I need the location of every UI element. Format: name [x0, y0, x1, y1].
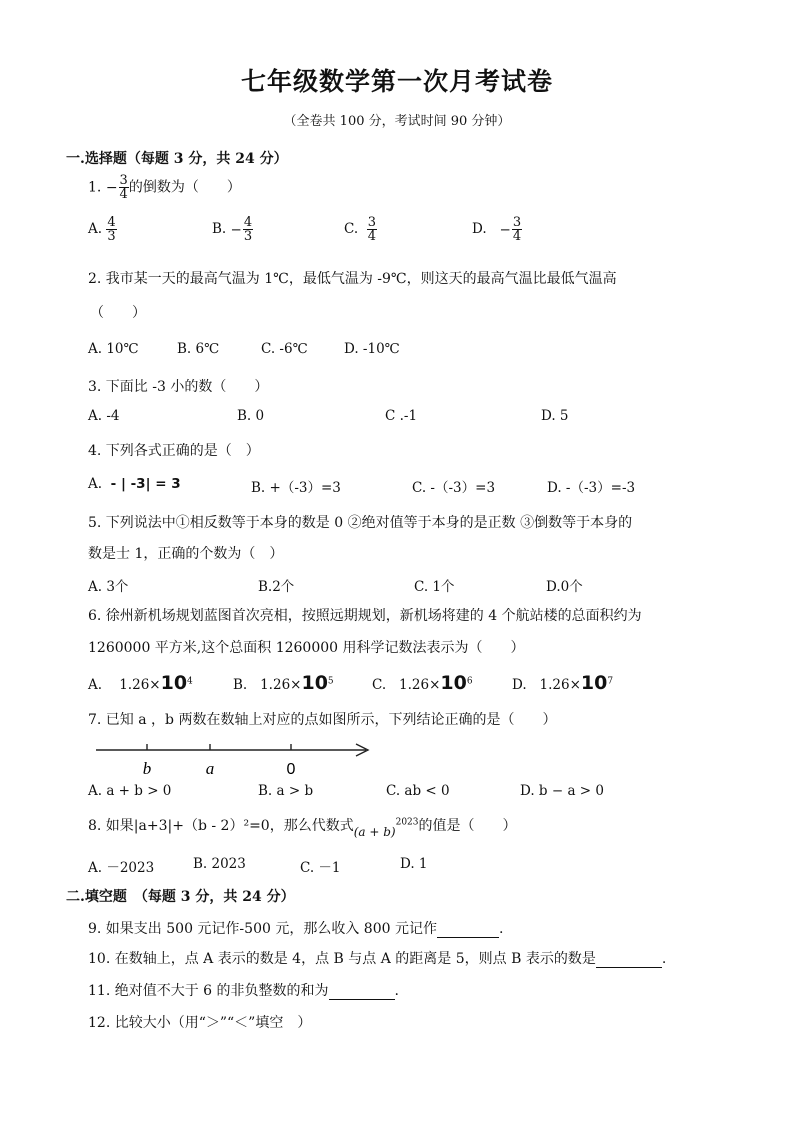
numerator: 3 — [367, 215, 377, 230]
question-text: 的倒数为（ ） — [128, 179, 241, 196]
power-base: 10 — [580, 672, 608, 694]
option-a — [88, 672, 193, 694]
algebraic-expression: (a + b) — [353, 825, 396, 839]
fraction — [119, 174, 129, 201]
coefficient: 1.26× — [399, 677, 441, 693]
question-3: 3. 下面比 -3 小的数（ ） — [88, 379, 269, 395]
option-label: C. — [344, 221, 359, 237]
question-text: 9. 如果支出 500 元记作-500 元，那么收入 800 元记作 — [88, 921, 437, 937]
question-text: 8. 如果|a+3|+（b - 2）²=0，那么代数式 — [88, 818, 354, 834]
option-c: C .-1 — [385, 408, 418, 424]
exponent: 7 — [607, 676, 614, 687]
period: . — [661, 951, 667, 967]
option-c: C. －1 — [300, 860, 341, 876]
answer-brackets: （ ） — [90, 305, 146, 321]
option-a — [88, 476, 181, 492]
option-a — [88, 216, 117, 243]
exponent: 5 — [327, 676, 334, 687]
answer-blank[interactable] — [329, 985, 395, 1000]
question-10 — [88, 948, 666, 968]
exponent: 6 — [466, 676, 473, 687]
fraction — [367, 216, 377, 243]
option-b: B.2个 — [258, 579, 295, 595]
number-line-diagram — [90, 738, 380, 780]
numerator: 4 — [107, 215, 116, 230]
page-title: 七年级数学第一次月考试卷 — [240, 67, 553, 96]
option-a: A. a + b > 0 — [88, 783, 172, 799]
denominator: 3 — [107, 229, 116, 244]
minus-sign: − — [105, 179, 118, 196]
coefficient: 1.26× — [260, 677, 302, 693]
label-b: b — [142, 759, 152, 778]
fraction — [243, 216, 253, 243]
option-b: B. a > b — [258, 783, 314, 799]
option-label: A. — [88, 677, 103, 693]
option-a: A. 10℃ — [88, 341, 139, 357]
option-label: D. — [472, 221, 487, 237]
question-text: 10. 在数轴上，点 A 表示的数是 4，点 B 与点 A 的距离是 5，则点 B 表示的数是 — [88, 951, 596, 967]
denominator: 3 — [243, 229, 253, 244]
option-label: A. — [88, 221, 103, 237]
section-heading-fill-in: 二.填空题 （每题 3 分，共 24 分） — [66, 889, 295, 905]
question-number: 1. — [88, 179, 102, 196]
exam-info: （全卷共 100 分，考试时间 90 分钟） — [283, 114, 511, 129]
question-1 — [88, 174, 241, 201]
option-b: B. +（-3）=3 — [251, 480, 341, 496]
question-5-continued: 数是士 1，正确的个数为（ ） — [88, 546, 284, 562]
label-zero: 0 — [286, 761, 296, 778]
question-8 — [88, 815, 517, 839]
question-9 — [88, 918, 503, 938]
minus-sign: − — [230, 221, 242, 238]
option-c: C. ab < 0 — [386, 783, 450, 799]
option-d — [512, 672, 613, 694]
question-11 — [88, 980, 399, 1000]
option-c — [344, 216, 377, 243]
period: . — [498, 921, 504, 937]
question-text-end: 的值是（ ） — [418, 818, 517, 834]
denominator: 4 — [512, 229, 522, 244]
numerator: 4 — [243, 215, 253, 230]
option-d: D. -10℃ — [344, 341, 400, 357]
power-base: 10 — [440, 672, 467, 694]
option-c: C. 1个 — [414, 579, 455, 595]
option-label: D. — [512, 677, 527, 693]
option-expression: - | -3| = 3 — [110, 476, 181, 492]
option-d: D. -（-3）=-3 — [547, 480, 636, 496]
question-text: 11. 绝对值不大于 6 的非负整数的和为 — [88, 983, 329, 999]
option-c: C. -（-3）=3 — [412, 480, 496, 496]
exponent: 2023 — [395, 817, 419, 828]
option-d: D.0个 — [546, 579, 583, 595]
question-5: 5. 下列说法中①相反数等于本身的数是 0 ②绝对值等于本身的是正数 ③倒数等于本身的 — [88, 515, 633, 531]
question-6: 6. 徐州新机场规划蓝图首次亮相，按照远期规划，新机场将建的 4 个航站楼的总面积约为 — [88, 608, 642, 624]
option-a: A. 3个 — [88, 579, 129, 595]
question-12: 12. 比较大小（用“＞”“＜”填空 ） — [88, 1015, 312, 1031]
fraction — [106, 216, 116, 243]
numerator: 3 — [119, 173, 128, 188]
denominator: 4 — [119, 187, 128, 202]
section-heading-choice: 一.选择题（每题 3 分，共 24 分） — [66, 151, 288, 167]
option-b: B. 6℃ — [177, 341, 220, 357]
option-d — [472, 216, 522, 243]
option-b: B. 2023 — [193, 856, 246, 872]
question-7: 7. 已知 a ，b 两数在数轴上对应的点如图所示，下列结论正确的是（ ） — [88, 712, 557, 728]
option-b: B. 0 — [237, 408, 265, 424]
option-b — [212, 216, 253, 243]
coefficient: 1.26× — [539, 677, 581, 693]
power-base: 10 — [301, 672, 328, 694]
label-a: a — [205, 759, 215, 778]
option-label: C. — [372, 677, 387, 693]
option-label: B. — [212, 221, 227, 237]
question-2: 2. 我市某一天的最高气温为 1℃，最低气温为 -9℃，则这天的最高气温比最低气温高 — [88, 271, 617, 287]
option-label: A. — [88, 476, 103, 492]
option-a: A. －2023 — [88, 860, 155, 876]
power-base: 10 — [160, 672, 188, 694]
question-4: 4. 下列各式正确的是（ ） — [88, 443, 260, 459]
option-c: C. -6℃ — [261, 341, 308, 357]
option-c — [372, 672, 473, 694]
minus-sign: − — [499, 221, 511, 238]
option-d: D. 1 — [400, 856, 428, 872]
numerator: 3 — [512, 215, 522, 230]
answer-blank[interactable] — [437, 923, 499, 938]
denominator: 4 — [367, 229, 377, 244]
answer-blank[interactable] — [596, 953, 662, 968]
option-d: D. 5 — [541, 408, 569, 424]
fraction — [512, 216, 522, 243]
question-6-continued: 1260000 平方米,这个总面积 1260000 用科学记数法表示为（ ） — [88, 640, 525, 656]
option-label: B. — [233, 677, 248, 693]
option-d: D. b − a > 0 — [520, 783, 604, 799]
exponent: 4 — [187, 676, 193, 687]
option-b — [233, 672, 334, 694]
period: . — [394, 983, 399, 999]
coefficient: 1.26× — [119, 677, 161, 693]
option-a: A. -4 — [88, 408, 120, 424]
